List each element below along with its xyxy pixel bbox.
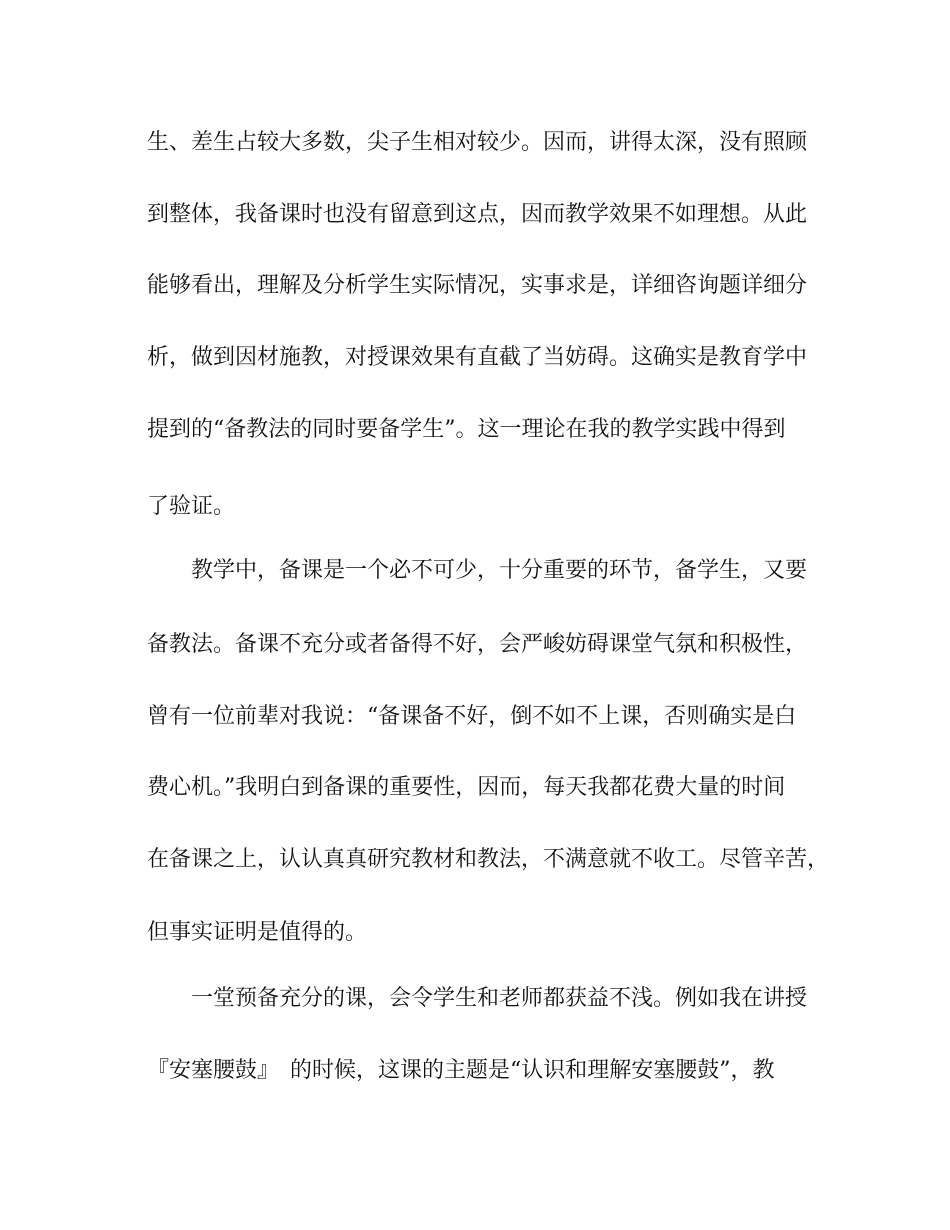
paragraph-3-line-2: 『安塞腰鼓』 的时候，这课的主题是“认识和理解安塞腰鼓”，教 [147,1058,775,1083]
text-line-6: 了验证。 [147,494,236,519]
paragraph-2-line-3: 曾有一位前辈对我说：“备课备不好，倒不如不上课，否则确实是白 [147,704,797,729]
text-line-5: 提到的“备教法的同时要备学生”。这一理论在我的教学实践中得到 [147,417,786,442]
paragraph-2-line-4: 费心机。”我明白到备课的重要性，因而，每天我都花费大量的时间 [147,775,786,800]
text-line-2: 到整体，我备课时也没有留意到这点，因而教学效果不如理想。从此 [147,202,808,227]
paragraph-2-line-2: 备教法。备课不充分或者备得不好，会严峻妨碍课堂气氛和积极性， [147,632,808,657]
text-line-4: 析，做到因材施教，对授课效果有直截了当妨碍。这确实是教育学中 [147,345,808,370]
paragraph-3-line-1: 一堂预备充分的课，会令学生和老师都获益不浅。例如我在讲授 [191,986,808,1011]
text-line-1: 生、差生占较大多数，尖子生相对较少。因而，讲得太深，没有照顾 [147,130,808,155]
paragraph-2-line-1: 教学中，备课是一个必不可少，十分重要的环节，备学生，又要 [191,558,808,583]
paragraph-2-line-5: 在备课之上，认认真真研究教材和教法，不满意就不收工。尽管辛苦， [147,847,830,872]
text-line-3: 能够看出，理解及分析学生实际情况，实事求是，详细咨询题详细分 [147,273,808,298]
paragraph-2-line-6: 但事实证明是值得的。 [147,920,368,945]
